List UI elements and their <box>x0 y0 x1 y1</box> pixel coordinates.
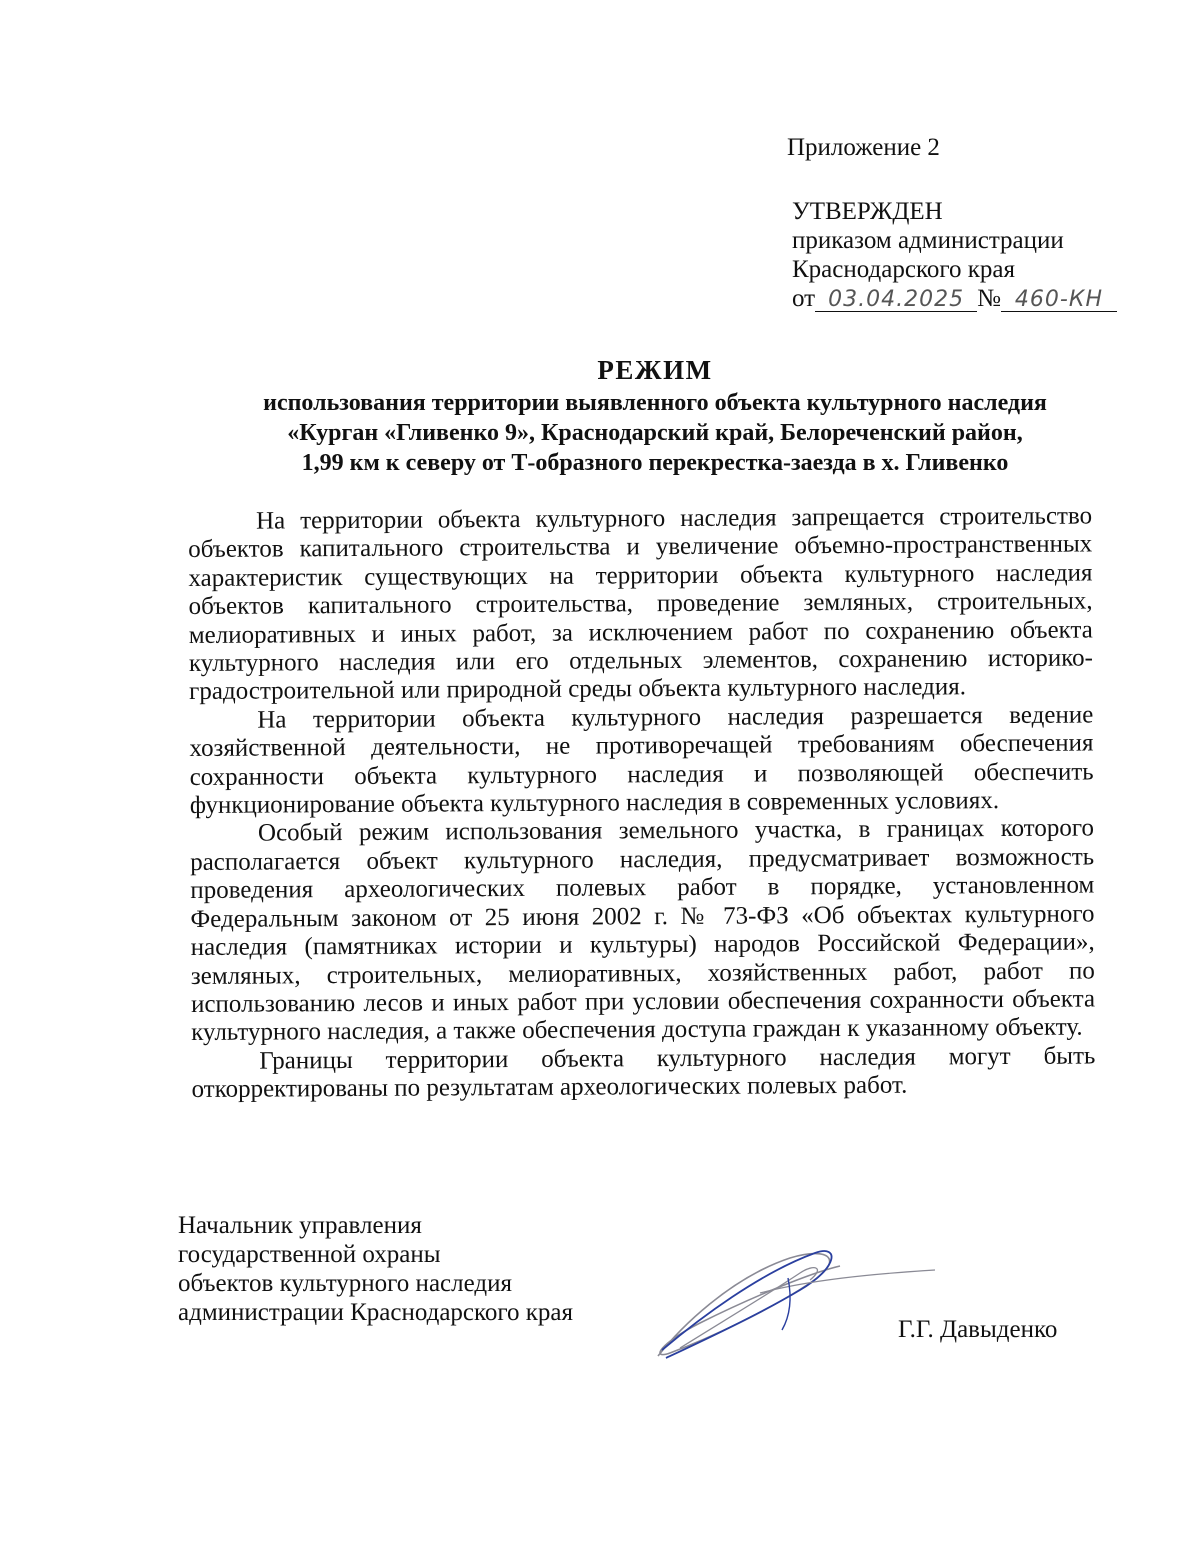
signer-position-line-1: Начальник управления <box>178 1212 422 1239</box>
body-paragraph-permitted-activity: На территории объекта культурного наследия разрешается ведение хозяйственной деятельности, не противоречащей требованиям обеспечения сохранности объекта культурного наследия и позволяющей обеспечить функционирование объекта культурного наследия в современных условиях. <box>189 701 1094 820</box>
document-title-block <box>150 352 1160 478</box>
document-subtitle-line-3: 1,99 км к северу от Т-образного перекрестка-заезда в х. Гливенко <box>301 450 1009 476</box>
signer-position-line-4: администрации Краснодарского края <box>178 1299 574 1326</box>
handwritten-date: 03.04.2025 <box>815 289 977 312</box>
handwritten-order-number: 460-КН <box>1001 289 1117 312</box>
document-subtitle-line-2: «Курган «Гливенко 9», Краснодарский край, Белореченский район, <box>287 420 1023 446</box>
date-prefix: от <box>792 285 816 312</box>
body-paragraph-prohibitions: На территории объекта культурного наследия запрещается строительство объектов капитального строительства и увеличение объемно-пространственных характеристик существующих на территории объекта культурного наследия объектов капитального строительства, проведение земляных, строительных, мелиоративных и иных работ, за исключением работ по сохранению объекта культурного наследия или его отдельных элементов, сохранению историко-градостроительной или природной среды объекта культурного наследия. <box>188 502 1094 706</box>
approval-order-line-1: приказом администрации <box>792 227 1064 254</box>
document-body <box>188 502 1096 1104</box>
signer-position-line-2: государственной охраны <box>178 1241 441 1268</box>
appendix-label: Приложение 2 <box>787 134 940 161</box>
body-paragraph-special-regime: Особый режим использования земельного участка, в границах которого располагается объект культурного наследия, предусматривает возможность проведения археологических полевых работ в порядке, установленном Федеральным законом от 25 июня 2002 г. № 73-ФЗ «Об объектах культурного наследия (памятниках истории и культуры) народов Российской Федерации», земляных, строительных, мелиоративных, хозяйственных работ, работ по использованию лесов и иных работ при условии обеспечения сохранности объекта культурного наследия, а также обеспечения доступа граждан к указанному объекту. <box>190 814 1096 1047</box>
body-paragraph-boundaries: Границы территории объекта культурного наследия могут быть откорректированы по результатам археологических полевых работ. <box>191 1042 1096 1104</box>
approval-order-line-2: Краснодарского края <box>792 256 1015 283</box>
approval-stamp-block <box>792 197 1117 313</box>
signer-position-line-3: объектов культурного наследия <box>178 1270 512 1297</box>
approval-date-number-line <box>792 284 1117 313</box>
number-prefix: № <box>977 285 1001 312</box>
document-subtitle-line-1: использования территории выявленного объекта культурного наследия <box>263 390 1047 416</box>
approved-label: УТВЕРЖДЕН <box>792 198 943 225</box>
document-title: РЕЖИМ <box>597 355 713 385</box>
signer-position-block <box>178 1211 573 1327</box>
handwritten-signature <box>640 1238 940 1368</box>
signer-name: Г.Г. Давыденко <box>898 1316 1058 1343</box>
